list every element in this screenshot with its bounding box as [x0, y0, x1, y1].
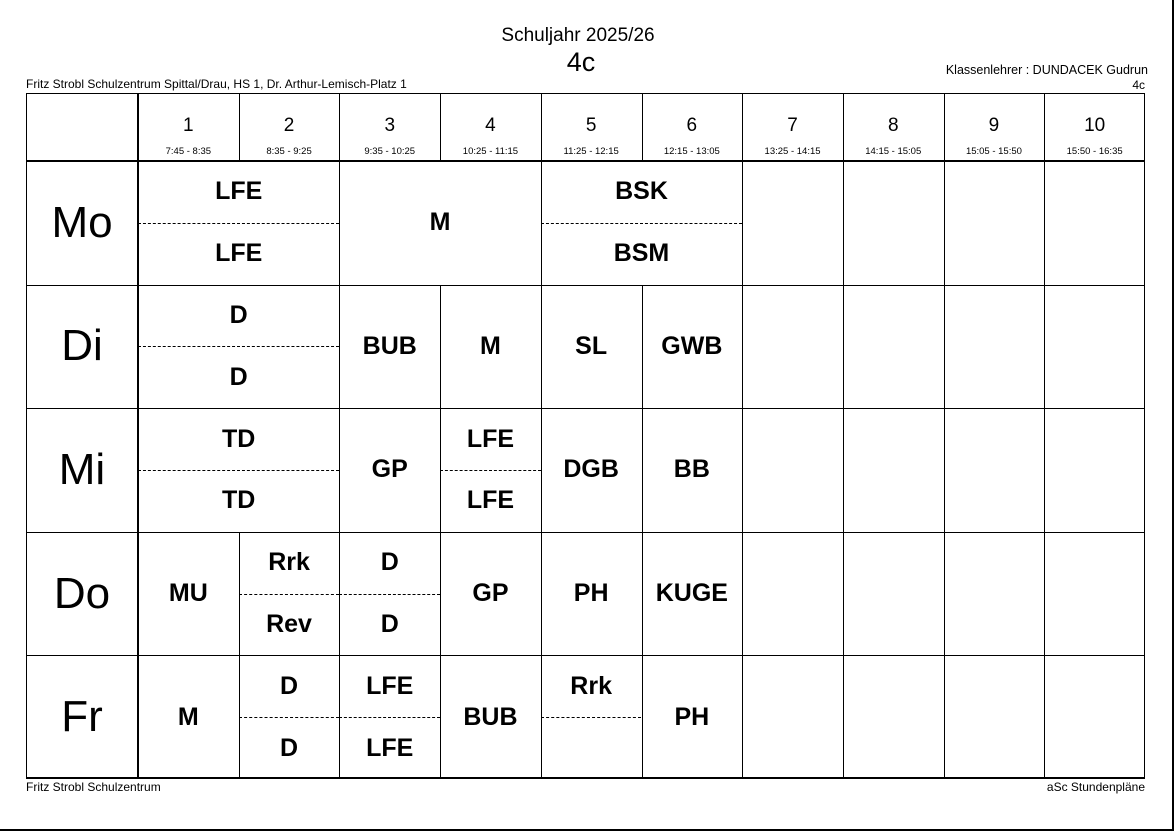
- cell-column-divider: [944, 161, 945, 285]
- grid-border-top: [26, 93, 1145, 94]
- day-label: Di: [61, 321, 103, 371]
- lesson-cell: [339, 408, 440, 532]
- lesson-cell: [138, 655, 239, 779]
- cell-column-divider: [843, 655, 844, 779]
- subject-label: D: [229, 300, 248, 329]
- split-lesson-divider: [239, 717, 340, 718]
- split-lesson-divider: [138, 470, 339, 471]
- subject-label: DGB: [563, 455, 619, 484]
- subject-label: LFE: [215, 239, 263, 268]
- cell-column-divider: [944, 532, 945, 656]
- subject-label: GWB: [661, 331, 723, 360]
- cell-column-divider: [1044, 161, 1045, 285]
- lesson-cell: [642, 285, 743, 409]
- subject-label: M: [480, 331, 501, 360]
- cell-column-divider: [742, 408, 743, 532]
- subject-label: D: [280, 671, 299, 700]
- cell-column-divider: [742, 161, 743, 285]
- subject-label: TD: [222, 424, 256, 453]
- split-lesson-divider: [541, 717, 642, 718]
- cell-column-divider: [843, 532, 844, 656]
- period-number: 3: [384, 115, 396, 136]
- footer-school: Fritz Strobl Schulzentrum: [26, 780, 161, 794]
- period-time: 8:35 - 9:25: [266, 146, 312, 157]
- school-address: Fritz Strobl Schulzentrum Spittal/Drau, HS 1, Dr. Arthur-Lemisch-Platz 1: [26, 77, 407, 91]
- period-time: 12:15 - 13:05: [663, 146, 720, 157]
- subject-label: LFE: [466, 424, 515, 453]
- period-header: [138, 93, 239, 161]
- class-teacher: Klassenlehrer : DUNDACEK Gudrun: [945, 63, 1148, 77]
- subject-label: GP: [371, 455, 408, 484]
- day-label: Mi: [58, 444, 106, 494]
- day-label: Do: [53, 568, 111, 618]
- lesson-cell: [440, 655, 541, 779]
- cell-column-divider: [944, 408, 945, 532]
- lesson-cell: [541, 532, 642, 656]
- subject-label: M: [429, 208, 451, 237]
- header-column-divider: [944, 93, 945, 161]
- lesson-cell: [339, 161, 540, 285]
- subject-label: BSM: [613, 239, 670, 268]
- subject-label: Rev: [266, 609, 312, 638]
- subject-label: KUGE: [655, 579, 728, 608]
- split-lesson-divider: [339, 594, 440, 595]
- period-header: [843, 93, 944, 161]
- subject-label: TD: [222, 486, 256, 515]
- period-number: 5: [585, 115, 597, 136]
- period-time: 7:45 - 8:35: [165, 146, 212, 157]
- day-label: Mo: [51, 197, 113, 247]
- lesson-cell: [440, 532, 541, 656]
- subject-label: GP: [472, 579, 509, 608]
- header-column-divider: [339, 93, 340, 161]
- header-column-divider: [541, 93, 542, 161]
- subject-label: PH: [674, 702, 710, 731]
- header-column-divider: [1044, 93, 1045, 161]
- cell-column-divider: [944, 285, 945, 409]
- school-year-title: Schuljahr 2025/26: [501, 25, 655, 46]
- subject-label: Rrk: [570, 671, 612, 700]
- split-lesson-divider: [138, 223, 339, 224]
- day-label: Fr: [61, 692, 103, 742]
- cell-column-divider: [843, 408, 844, 532]
- subject-label: LFE: [215, 177, 263, 206]
- split-lesson-divider: [440, 470, 541, 471]
- subject-label: SL: [575, 331, 608, 360]
- period-header: [642, 93, 743, 161]
- lesson-cell: [642, 532, 743, 656]
- lesson-cell: [642, 655, 743, 779]
- cell-column-divider: [843, 285, 844, 409]
- period-header: [1044, 93, 1145, 161]
- split-lesson-divider: [239, 594, 340, 595]
- subject-label: D: [280, 733, 299, 762]
- header-column-divider: [440, 93, 441, 161]
- subject-label: BSK: [615, 177, 668, 206]
- lesson-cell: [642, 408, 743, 532]
- period-time: 13:25 - 14:15: [764, 146, 821, 157]
- period-number: 1: [183, 115, 194, 136]
- grid-border-right: [1144, 93, 1145, 779]
- timetable-grid: [26, 93, 1145, 779]
- header-column-divider: [239, 93, 240, 161]
- period-header: [742, 93, 843, 161]
- class-label-right: 4c: [1132, 78, 1145, 92]
- cell-column-divider: [944, 655, 945, 779]
- subject-label: LFE: [366, 733, 414, 762]
- cell-column-divider: [742, 655, 743, 779]
- subject-label: Rrk: [268, 548, 310, 577]
- period-header: [440, 93, 541, 161]
- subject-label: BUB: [463, 702, 518, 731]
- period-header: [541, 93, 642, 161]
- subject-label: BB: [673, 455, 710, 484]
- period-header: [339, 93, 440, 161]
- subject-label: BUB: [362, 331, 417, 360]
- cell-column-divider: [742, 532, 743, 656]
- period-time: 11:25 - 12:15: [563, 146, 619, 157]
- period-time: 9:35 - 10:25: [364, 146, 416, 157]
- lesson-cell: [138, 532, 239, 656]
- header-column-divider: [742, 93, 743, 161]
- period-time: 14:15 - 15:05: [865, 146, 922, 157]
- period-header: [944, 93, 1045, 161]
- cell-column-divider: [1044, 408, 1045, 532]
- subject-label: D: [229, 362, 248, 391]
- subject-label: [541, 717, 642, 779]
- footer-software: aSc Stundenpläne: [1046, 780, 1145, 794]
- lesson-cell: [541, 408, 642, 532]
- lesson-cell: [440, 285, 541, 409]
- cell-column-divider: [843, 161, 844, 285]
- header-column-divider: [642, 93, 643, 161]
- period-number: 8: [887, 115, 899, 136]
- split-lesson-divider: [339, 717, 440, 718]
- subject-label: PH: [573, 579, 609, 608]
- subject-label: LFE: [466, 486, 515, 515]
- subject-label: D: [380, 609, 399, 638]
- cell-column-divider: [1044, 285, 1045, 409]
- subject-label: MU: [168, 579, 208, 608]
- cell-column-divider: [742, 285, 743, 409]
- header-column-divider: [843, 93, 844, 161]
- subject-label: D: [380, 548, 399, 577]
- lesson-cell: [339, 285, 440, 409]
- period-time: 15:50 - 16:35: [1066, 146, 1123, 157]
- period-time: 10:25 - 11:15: [462, 146, 519, 157]
- period-number: 4: [485, 115, 496, 136]
- period-number: 7: [787, 115, 798, 136]
- period-number: 9: [988, 115, 1000, 136]
- period-time: 15:05 - 15:50: [965, 146, 1022, 157]
- period-number: 6: [686, 115, 698, 136]
- split-lesson-divider: [138, 346, 339, 347]
- class-title: 4c: [566, 47, 596, 77]
- subject-label: LFE: [366, 671, 414, 700]
- cell-column-divider: [1044, 532, 1045, 656]
- period-number: 10: [1084, 115, 1106, 136]
- lesson-cell: [541, 285, 642, 409]
- split-lesson-divider: [541, 223, 742, 224]
- period-header: [239, 93, 340, 161]
- subject-label: M: [177, 702, 199, 731]
- period-number: 2: [283, 115, 295, 136]
- cell-column-divider: [1044, 655, 1045, 779]
